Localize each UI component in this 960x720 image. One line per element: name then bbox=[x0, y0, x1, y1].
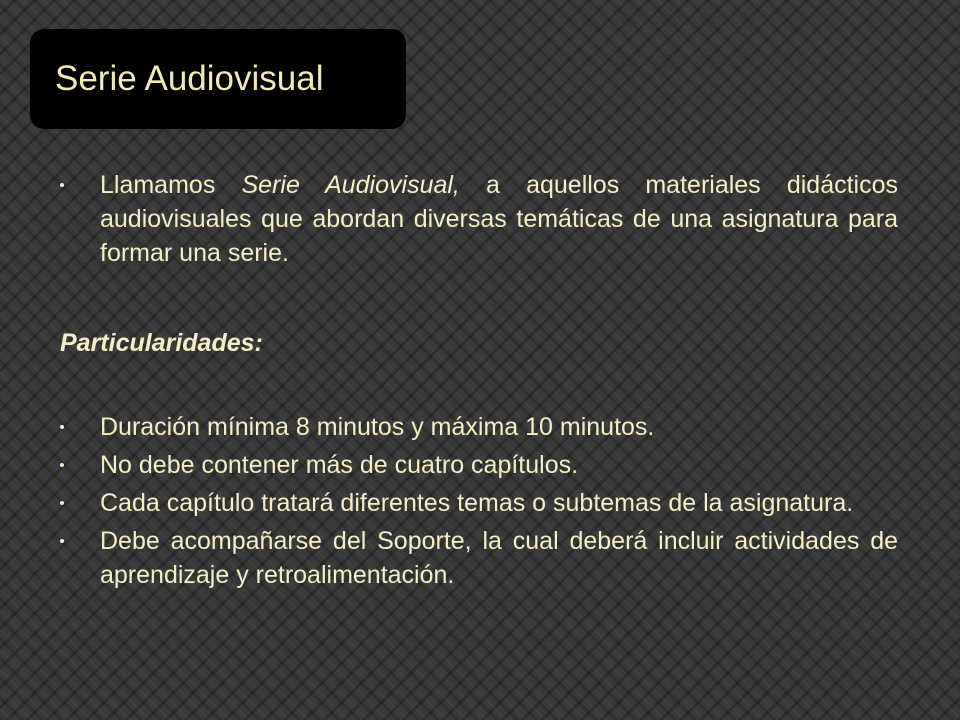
list-item-duracion bbox=[60, 410, 898, 444]
bullet-dot-icon bbox=[60, 539, 64, 543]
slide-title: Serie Audiovisual bbox=[55, 59, 324, 98]
list-item-text: Debe acompañarse del Soporte, la cual deberá incluir actividades de aprendizaje y retroalimentación. bbox=[100, 527, 898, 589]
intro-text-before: Llamamos bbox=[100, 171, 242, 199]
intro-text-emphasis: Serie Audiovisual, bbox=[241, 171, 460, 199]
list-item-text: Duración mínima 8 minutos y máxima 10 minutos. bbox=[100, 413, 655, 441]
bullet-dot-icon bbox=[60, 501, 64, 505]
list-item-text: No debe contener más de cuatro capítulos. bbox=[100, 451, 579, 479]
subheading-particularidades: Particularidades: bbox=[60, 329, 263, 357]
slide-content bbox=[60, 168, 898, 596]
title-box bbox=[30, 29, 406, 129]
list-item-text: Cada capítulo tratará diferentes temas o subtemas de la asignatura. bbox=[100, 489, 854, 517]
intro-bullet bbox=[60, 168, 898, 270]
bullet-dot-icon bbox=[60, 183, 64, 187]
list-item-capitulos bbox=[60, 448, 898, 482]
list-item-soporte bbox=[60, 524, 898, 592]
bullet-dot-icon bbox=[60, 425, 64, 429]
list-item-temas bbox=[60, 486, 898, 520]
intro-text-after: a aquellos materiales didácticos audiovisuales que abordan diversas temáticas de una asignatura para formar una serie. bbox=[100, 171, 899, 267]
bullet-dot-icon bbox=[60, 463, 64, 467]
